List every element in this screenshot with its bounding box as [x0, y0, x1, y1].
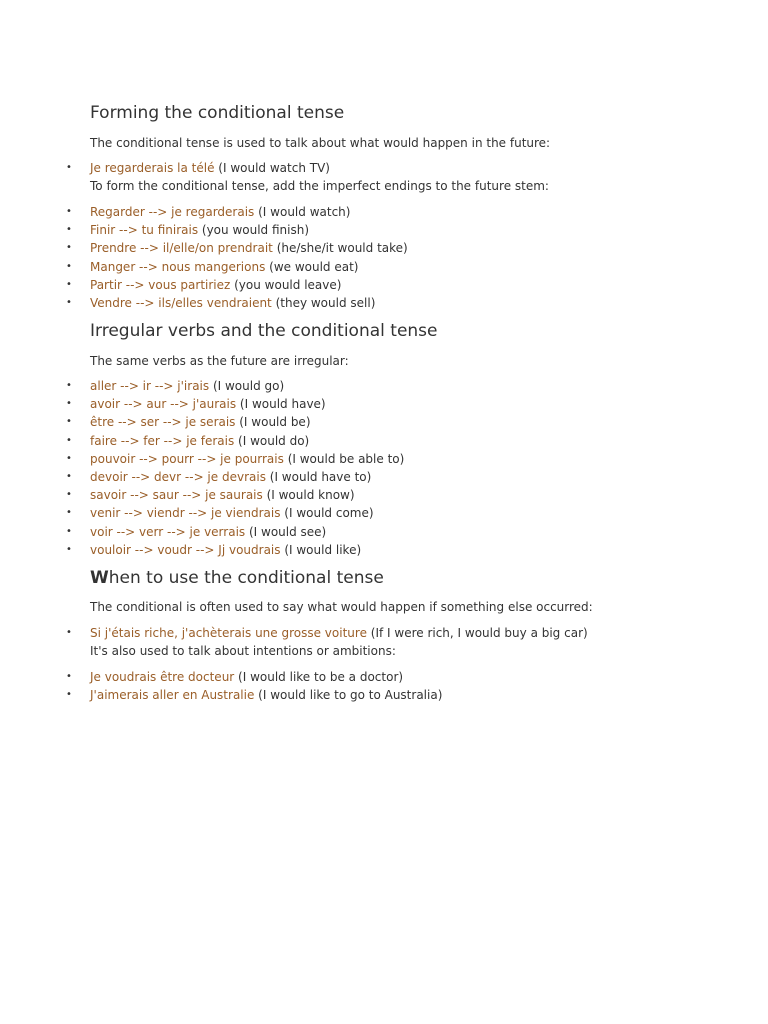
list-item: [0, 294, 768, 312]
english-translation: (I would know): [262, 488, 355, 503]
bullet-icon: •: [66, 416, 72, 428]
english-translation: (I would be able to): [283, 451, 405, 466]
example-list-when: [0, 624, 768, 642]
french-phrase: Manger --> nous mangerions: [90, 259, 266, 274]
french-phrase: vouloir --> voudr --> Jj voudrais: [90, 542, 281, 557]
bullet-icon: •: [66, 507, 72, 519]
heading-initial: W: [90, 568, 109, 588]
list-item: [0, 541, 768, 559]
english-translation: (I would go): [209, 379, 285, 393]
english-translation: (I would like to be a doctor): [234, 670, 404, 684]
bullet-icon: •: [66, 543, 72, 555]
list-item: [0, 221, 768, 239]
french-phrase: devoir --> devr --> je devrais: [90, 469, 266, 484]
french-phrase: Partir --> vous partiriez: [90, 277, 231, 292]
list-item: [0, 276, 768, 294]
list-item: [0, 686, 768, 704]
section-followup-forming: To form the conditional tense, add the imperfect endings to the future stem:: [90, 179, 549, 193]
list-item: [0, 239, 768, 257]
list-item: [0, 450, 768, 468]
french-phrase: Vendre --> ils/elles vendraient: [90, 295, 272, 310]
list-item: [0, 395, 768, 413]
section-heading-when: [90, 567, 384, 589]
bullet-icon: •: [66, 398, 72, 410]
english-translation: (I would do): [234, 433, 310, 448]
list-item: [0, 486, 768, 504]
list-item: [0, 413, 768, 431]
bullet-icon: •: [66, 296, 72, 308]
french-phrase: être --> ser --> je serais: [90, 415, 236, 430]
english-translation: (I would see): [245, 524, 327, 539]
list-item: [0, 203, 768, 221]
english-translation: (I would be): [235, 415, 311, 430]
list-item: [0, 523, 768, 541]
english-translation: (I would like to go to Australia): [254, 688, 443, 703]
english-translation: (If I were rich, I would buy a big car): [366, 626, 588, 640]
bullet-icon: •: [66, 242, 72, 254]
list-item: [0, 668, 768, 686]
bullet-icon: •: [66, 224, 72, 236]
english-translation: (I would have to): [265, 469, 372, 484]
section-heading-forming: Forming the conditional tense: [90, 103, 345, 123]
bullet-icon: •: [66, 525, 72, 537]
example-list-ambitions: [0, 668, 768, 704]
french-phrase: avoir --> aur --> j'aurais: [90, 397, 237, 412]
french-phrase: Si j'étais riche, j'achèterais une grosse voiture: [90, 626, 367, 640]
bullet-icon: •: [66, 278, 72, 290]
english-translation: (I would watch): [254, 205, 351, 219]
bullet-icon: •: [66, 452, 72, 464]
english-translation: (I would like): [280, 542, 362, 557]
bullet-icon: •: [66, 260, 72, 272]
english-translation: (you would finish): [198, 223, 310, 238]
list-item: [0, 377, 768, 395]
bullet-icon: •: [66, 470, 72, 482]
bullet-icon: •: [66, 689, 72, 701]
french-phrase: venir --> viendr --> je viendrais: [90, 506, 281, 521]
french-phrase: J'aimerais aller en Australie: [90, 688, 255, 703]
list-item: [0, 258, 768, 276]
section-followup-when: It's also used to talk about intentions or ambitions:: [90, 644, 396, 658]
french-phrase: aller --> ir --> j'irais: [90, 379, 210, 393]
example-list-forming: [0, 159, 768, 177]
bullet-icon: •: [66, 434, 72, 446]
list-item: [0, 159, 768, 177]
french-phrase: Finir --> tu finirais: [90, 223, 199, 238]
french-phrase: Je regarderais la télé: [90, 161, 215, 175]
list-item: [0, 432, 768, 450]
verb-list-forming: [0, 203, 768, 312]
english-translation: (he/she/it would take): [272, 241, 408, 256]
list-item: [0, 468, 768, 486]
list-item: [0, 504, 768, 522]
english-translation: (I would watch TV): [214, 161, 330, 175]
heading-rest: hen to use the conditional tense: [108, 568, 384, 588]
english-translation: (they would sell): [271, 295, 376, 310]
french-phrase: Je voudrais être docteur: [90, 670, 235, 684]
section-intro-when: The conditional is often used to say what would happen if something else occurred:: [90, 600, 593, 614]
bullet-icon: •: [66, 627, 72, 638]
french-phrase: Regarder --> je regarderais: [90, 205, 255, 219]
french-phrase: pouvoir --> pourr --> je pourrais: [90, 451, 284, 466]
verb-list-irregular: [0, 377, 768, 559]
french-phrase: Prendre --> il/elle/on prendrait: [90, 241, 273, 256]
english-translation: (I would come): [280, 506, 374, 521]
bullet-icon: •: [66, 162, 72, 173]
bullet-icon: •: [66, 380, 72, 391]
bullet-icon: •: [66, 671, 72, 682]
section-intro-irregular: The same verbs as the future are irregular:: [90, 354, 349, 368]
english-translation: (I would have): [236, 397, 326, 412]
french-phrase: savoir --> saur --> je saurais: [90, 488, 263, 503]
section-heading-irregular: Irregular verbs and the conditional tense: [90, 321, 438, 341]
english-translation: (we would eat): [265, 259, 359, 274]
english-translation: (you would leave): [230, 277, 342, 292]
section-intro-forming: The conditional tense is used to talk about what would happen in the future:: [90, 136, 551, 150]
list-item: [0, 624, 768, 642]
french-phrase: faire --> fer --> je ferais: [90, 433, 235, 448]
bullet-icon: •: [66, 489, 72, 501]
french-phrase: voir --> verr --> je verrais: [90, 524, 246, 539]
bullet-icon: •: [66, 206, 72, 217]
